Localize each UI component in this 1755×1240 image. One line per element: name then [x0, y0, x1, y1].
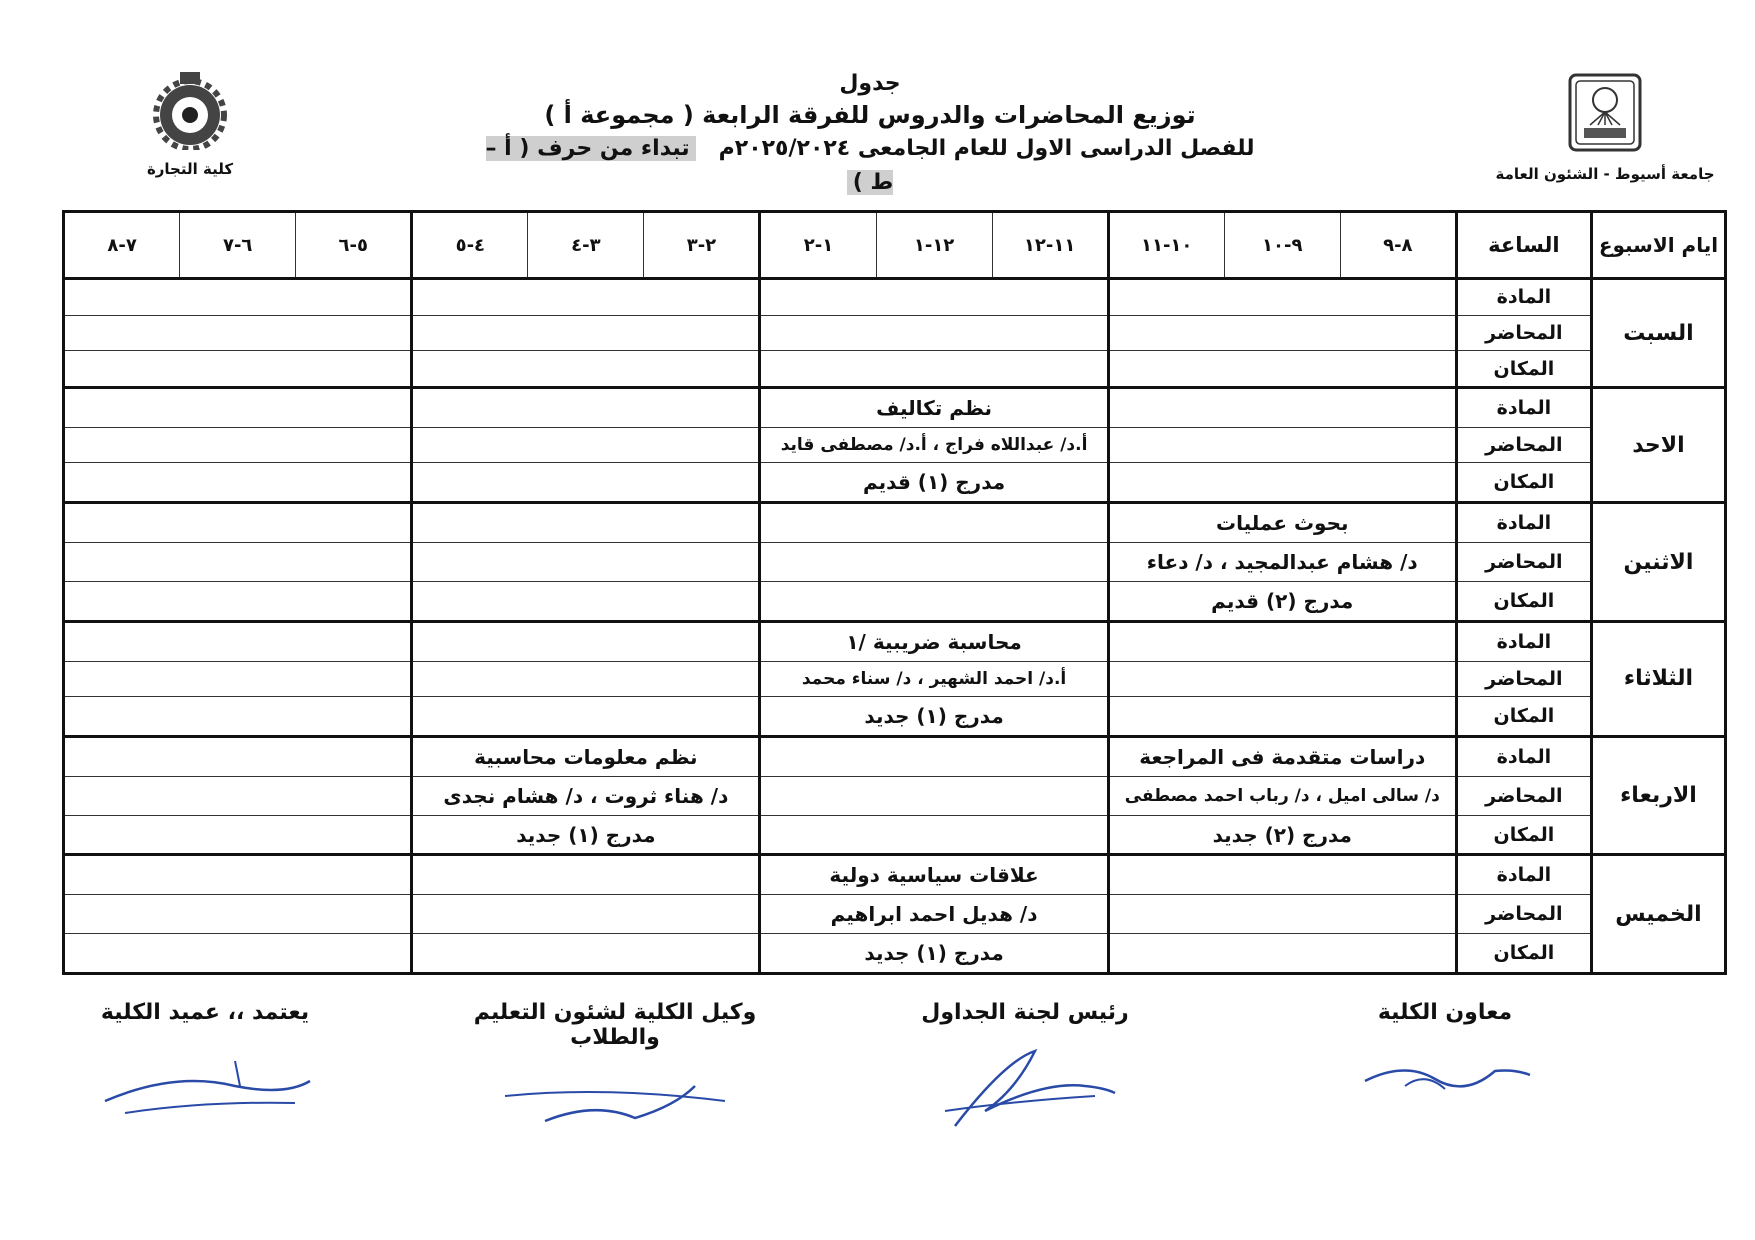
slot-header: ٣-٤	[528, 212, 644, 279]
document-header	[0, 0, 1755, 200]
empty-cell	[64, 351, 412, 388]
table-row	[64, 895, 1726, 933]
table-row	[64, 581, 1726, 621]
course-subject: نظم تكاليف	[760, 388, 1108, 428]
row-label-place: المكان	[1456, 697, 1591, 737]
empty-cell	[64, 777, 412, 815]
empty-cell	[1108, 661, 1456, 696]
hour-column-header: الساعة	[1456, 212, 1591, 279]
empty-cell	[412, 581, 760, 621]
course-place: مدرج (٢) جديد	[1108, 815, 1456, 855]
empty-cell	[64, 463, 412, 503]
row-label-subject: المادة	[1456, 279, 1591, 316]
row-label-lecturer: المحاضر	[1456, 661, 1591, 696]
course-lecturer: د/ هناء ثروت ، د/ هشام نجدى	[412, 777, 760, 815]
empty-cell	[1108, 315, 1456, 350]
course-place: مدرج (١) قديم	[760, 463, 1108, 503]
empty-cell	[760, 279, 1108, 316]
empty-cell	[760, 543, 1108, 581]
course-subject: بحوث عمليات	[1108, 503, 1456, 543]
assiut-university-logo	[1560, 70, 1650, 155]
empty-cell	[1108, 621, 1456, 661]
empty-cell	[64, 697, 412, 737]
empty-cell	[412, 543, 760, 581]
empty-cell	[1108, 388, 1456, 428]
day-name: الخميس	[1591, 855, 1725, 974]
title-block	[480, 70, 1260, 200]
slot-header: ٨-٩	[1340, 212, 1456, 279]
signature-role: رئيس لجنة الجداول	[921, 1000, 1129, 1025]
term-text: للفصل الدراسى الاول للعام الجامعى ٢٠٢٥/٢٠٢٤م	[718, 136, 1255, 161]
signature-scribble	[915, 1041, 1135, 1141]
university-label: جامعة أسيوط - الشئون العامة	[1495, 165, 1715, 183]
signature-committee	[845, 1000, 1205, 1141]
table-row	[64, 463, 1726, 503]
empty-cell	[1108, 428, 1456, 463]
letters-range: تبداء من حرف ( أ – ط )	[485, 136, 894, 195]
empty-cell	[412, 697, 760, 737]
header-row	[64, 212, 1726, 279]
course-place: مدرج (١) جديد	[760, 933, 1108, 973]
slot-header: ١١-١٢	[992, 212, 1108, 279]
table-row	[64, 933, 1726, 973]
empty-cell	[412, 661, 760, 696]
table-row	[64, 697, 1726, 737]
empty-cell	[64, 428, 412, 463]
page-subtitle: توزيع المحاضرات والدروس للفرقة الرابعة ( مجموعة أ )	[544, 101, 1196, 129]
empty-cell	[64, 855, 412, 895]
slot-header: ٧-٨	[64, 212, 180, 279]
empty-cell	[64, 895, 412, 933]
empty-cell	[64, 661, 412, 696]
faculty-gear-logo	[145, 70, 235, 150]
empty-cell	[760, 503, 1108, 543]
empty-cell	[64, 315, 412, 350]
slot-header: ٩-١٠	[1224, 212, 1340, 279]
empty-cell	[412, 351, 760, 388]
slot-header: ١٢-١	[876, 212, 992, 279]
slot-header: ٥-٦	[296, 212, 412, 279]
course-subject: نظم معلومات محاسبية	[412, 737, 760, 777]
empty-cell	[760, 777, 1108, 815]
table-row	[64, 315, 1726, 350]
empty-cell	[64, 621, 412, 661]
signature-scribble	[485, 1066, 745, 1146]
row-label-place: المكان	[1456, 815, 1591, 855]
empty-cell	[760, 581, 1108, 621]
course-subject: دراسات متقدمة فى المراجعة	[1108, 737, 1456, 777]
slot-header: ١٠-١١	[1108, 212, 1224, 279]
schedule-table	[62, 210, 1727, 975]
empty-cell	[64, 581, 412, 621]
row-label-lecturer: المحاضر	[1456, 895, 1591, 933]
empty-cell	[1108, 463, 1456, 503]
row-label-place: المكان	[1456, 351, 1591, 388]
slot-header: ١-٢	[760, 212, 876, 279]
course-place: مدرج (٢) قديم	[1108, 581, 1456, 621]
signature-role: وكيل الكلية لشئون التعليم والطلاب	[473, 1000, 757, 1050]
table-row	[64, 855, 1726, 895]
day-name: الاربعاء	[1591, 737, 1725, 855]
signature-scribble	[1345, 1041, 1545, 1111]
table-row	[64, 661, 1726, 696]
empty-cell	[64, 737, 412, 777]
empty-cell	[412, 463, 760, 503]
table-row	[64, 388, 1726, 428]
row-label-lecturer: المحاضر	[1456, 315, 1591, 350]
row-label-lecturer: المحاضر	[1456, 428, 1591, 463]
signature-assistant	[1265, 1000, 1625, 1111]
empty-cell	[412, 503, 760, 543]
day-name: الاحد	[1591, 388, 1725, 503]
university-branding	[1495, 70, 1715, 183]
faculty-branding	[130, 70, 250, 178]
faculty-label: كلية التجارة	[146, 160, 234, 178]
term-line	[480, 132, 1260, 200]
empty-cell	[64, 933, 412, 973]
signatures-area	[0, 1000, 1755, 1220]
empty-cell	[1108, 933, 1456, 973]
course-lecturer: أ.د/ احمد الشهير ، د/ سناء محمد	[760, 661, 1108, 696]
row-label-place: المكان	[1456, 463, 1591, 503]
page-title: جدول	[839, 71, 901, 96]
empty-cell	[412, 933, 760, 973]
empty-cell	[412, 279, 760, 316]
table-row	[64, 777, 1726, 815]
empty-cell	[412, 315, 760, 350]
empty-cell	[64, 279, 412, 316]
row-label-subject: المادة	[1456, 388, 1591, 428]
empty-cell	[1108, 279, 1456, 316]
table-row	[64, 279, 1726, 316]
course-subject: محاسبة ضريبية /١	[760, 621, 1108, 661]
table-row	[64, 621, 1726, 661]
signature-vice-dean	[435, 1000, 795, 1146]
course-place: مدرج (١) جديد	[412, 815, 760, 855]
empty-cell	[412, 895, 760, 933]
table-row	[64, 543, 1726, 581]
empty-cell	[760, 737, 1108, 777]
day-name: الثلاثاء	[1591, 621, 1725, 736]
empty-cell	[1108, 351, 1456, 388]
empty-cell	[1108, 895, 1456, 933]
row-label-place: المكان	[1456, 933, 1591, 973]
row-label-lecturer: المحاضر	[1456, 777, 1591, 815]
signature-scribble	[85, 1041, 325, 1131]
course-lecturer: د/ هشام عبدالمجيد ، د/ دعاء	[1108, 543, 1456, 581]
row-label-subject: المادة	[1456, 503, 1591, 543]
day-name: الاثنين	[1591, 503, 1725, 621]
table-row	[64, 737, 1726, 777]
course-lecturer: أ.د/ عبداللاه فراج ، أ.د/ مصطفى قايد	[760, 428, 1108, 463]
table-row	[64, 503, 1726, 543]
empty-cell	[412, 621, 760, 661]
empty-cell	[412, 428, 760, 463]
empty-cell	[412, 388, 760, 428]
empty-cell	[412, 855, 760, 895]
course-lecturer: د/ سالى اميل ، د/ رباب احمد مصطفى	[1108, 777, 1456, 815]
empty-cell	[64, 388, 412, 428]
empty-cell	[760, 351, 1108, 388]
signature-role: يعتمد ،، عميد الكلية	[100, 1000, 310, 1025]
days-column-header: ايام الاسبوع	[1591, 212, 1725, 279]
slot-header: ٤-٥	[412, 212, 528, 279]
row-label-subject: المادة	[1456, 737, 1591, 777]
empty-cell	[760, 815, 1108, 855]
empty-cell	[1108, 855, 1456, 895]
course-subject: علاقات سياسية دولية	[760, 855, 1108, 895]
table-row	[64, 428, 1726, 463]
table-row	[64, 815, 1726, 855]
empty-cell	[1108, 697, 1456, 737]
row-label-subject: المادة	[1456, 855, 1591, 895]
course-lecturer: د/ هديل احمد ابراهيم	[760, 895, 1108, 933]
empty-cell	[64, 503, 412, 543]
empty-cell	[760, 315, 1108, 350]
slot-header: ٦-٧	[180, 212, 296, 279]
course-place: مدرج (١) جديد	[760, 697, 1108, 737]
row-label-place: المكان	[1456, 581, 1591, 621]
row-label-lecturer: المحاضر	[1456, 543, 1591, 581]
signature-dean	[25, 1000, 385, 1131]
row-label-subject: المادة	[1456, 621, 1591, 661]
day-name: السبت	[1591, 279, 1725, 388]
slot-header: ٢-٣	[644, 212, 760, 279]
empty-cell	[64, 543, 412, 581]
table-row	[64, 351, 1726, 388]
empty-cell	[64, 815, 412, 855]
signature-role: معاون الكلية	[1377, 1000, 1513, 1025]
